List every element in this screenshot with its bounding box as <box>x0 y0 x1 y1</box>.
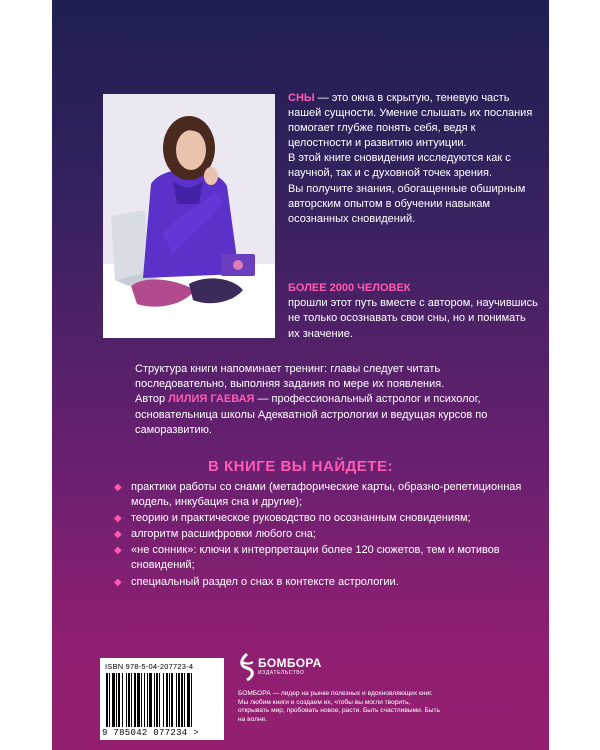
barcode-bar <box>118 673 120 727</box>
list-item-text: специальный раздел о снах в контексте астрологии. <box>131 575 399 588</box>
barcode-number: 9 785042 077234 > <box>102 728 199 738</box>
barcode-bar <box>122 673 123 727</box>
barcode-bar <box>141 673 142 727</box>
list-item <box>114 511 534 526</box>
publisher-tagline-text: БОМБОРА — лидер на рынке полезных и вдохновляющих книг. Мы любим книги и создаем их, чтобы вы могли творить, открывать мир, пробовать новое, расти. Быть счастливыми. Быть на волне. <box>238 690 440 723</box>
book-contents-list <box>114 480 534 591</box>
barcode-bar <box>131 673 132 727</box>
author-description: — профессиональный астролог и психолог, основательница школы Адекватной астрологии и ведущая курсов по саморазвитию. <box>135 393 488 436</box>
isbn-text: ISBN 978-5-04-207723-4 <box>105 662 194 671</box>
barcode-bar <box>169 673 170 727</box>
author-photo <box>103 94 275 338</box>
barcode-bar <box>134 673 136 727</box>
barcode-bar <box>144 673 145 727</box>
barcode-bar <box>171 673 173 727</box>
barcode-bar <box>191 673 192 727</box>
intro-paragraph-3: Вы получите знания, обогащенные обширным авторским опытом в обучении навыкам осознанных сновидений. <box>288 182 526 225</box>
diamond-bullet-icon: ◆ <box>114 576 122 588</box>
book-contents-heading: В КНИГЕ ВЫ НАЙДЕТЕ: <box>208 458 393 475</box>
barcode-bar <box>149 673 152 727</box>
stat-block <box>288 281 538 342</box>
list-item <box>114 527 534 542</box>
stat-accent: БОЛЕЕ 2000 ЧЕЛОВЕК <box>288 282 411 294</box>
list-item <box>114 575 534 590</box>
barcode-bar <box>163 673 164 727</box>
barcode-bar <box>156 673 158 727</box>
barcode-bars-icon <box>106 673 218 727</box>
barcode-bar <box>116 673 117 727</box>
diamond-bullet-icon: ◆ <box>114 529 122 541</box>
intro-text <box>288 91 538 227</box>
diamond-bullet-icon: ◆ <box>114 545 122 557</box>
intro-body: — это окна в скрытую, теневую часть нашей сущности. Умение слышать их послания помогает глубже понять себя, ведя к целостности и развитию интуиции. <box>288 92 533 150</box>
barcode-bar <box>184 673 185 727</box>
publisher-logo <box>238 646 328 686</box>
structure-text <box>135 362 535 438</box>
barcode-bar <box>187 673 190 727</box>
author-prefix: Автор <box>135 393 169 406</box>
barcode <box>100 658 224 740</box>
publisher-tagline <box>238 690 443 724</box>
barcode-bar <box>112 673 115 727</box>
book-back-cover <box>52 0 549 750</box>
list-item-text: алгоритм расшифровки любого сна; <box>131 528 316 541</box>
barcode-bar <box>128 673 130 727</box>
barcode-bar <box>147 673 148 727</box>
barcode-bar <box>166 673 168 727</box>
barcode-bar <box>154 673 155 727</box>
list-item-text: теорию и практическое руководство по осознанным сновидениям; <box>131 512 471 525</box>
list-item <box>114 480 534 510</box>
barcode-bar <box>176 673 177 727</box>
barcode-bar <box>126 673 127 727</box>
list-item-text: практики работы со снами (метафорические карты, образно-репетиционная модель, инкубация сна и другие); <box>131 481 522 509</box>
publisher-name: БОМБОРА <box>258 656 322 670</box>
structure-paragraph: Структура книги напоминает тренинг: главы следует читать последовательно, выполняя задания по мере их появления. <box>135 363 445 391</box>
diamond-bullet-icon: ◆ <box>114 513 122 525</box>
barcode-bar <box>106 673 108 727</box>
publisher-subtitle: ИЗДАТЕЛЬСТВО <box>258 670 305 676</box>
intro-accent: СНЫ <box>288 92 315 104</box>
barcode-bar <box>178 673 180 727</box>
barcode-bar <box>181 673 183 727</box>
barcode-bar <box>109 673 110 727</box>
barcode-bar <box>159 673 160 727</box>
diamond-bullet-icon: ◆ <box>114 482 122 493</box>
list-item-text: «не сонник»: ключи к интерпретации более 120 сюжетов, тем и мотивов сновидений; <box>131 544 500 572</box>
barcode-bar <box>137 673 140 727</box>
author-name: ЛИЛИЯ ГАЕВАЯ <box>168 393 255 406</box>
stat-text: прошли этот путь вместе с автором, научившись не только осознавать свои сны, но и понимать их значение. <box>288 297 538 340</box>
list-item <box>114 543 534 573</box>
wave-logo-icon <box>238 652 256 682</box>
intro-paragraph-2: В этой книге сновидения исследуются как с научной, так и с духовной точек зрения. <box>288 152 511 180</box>
